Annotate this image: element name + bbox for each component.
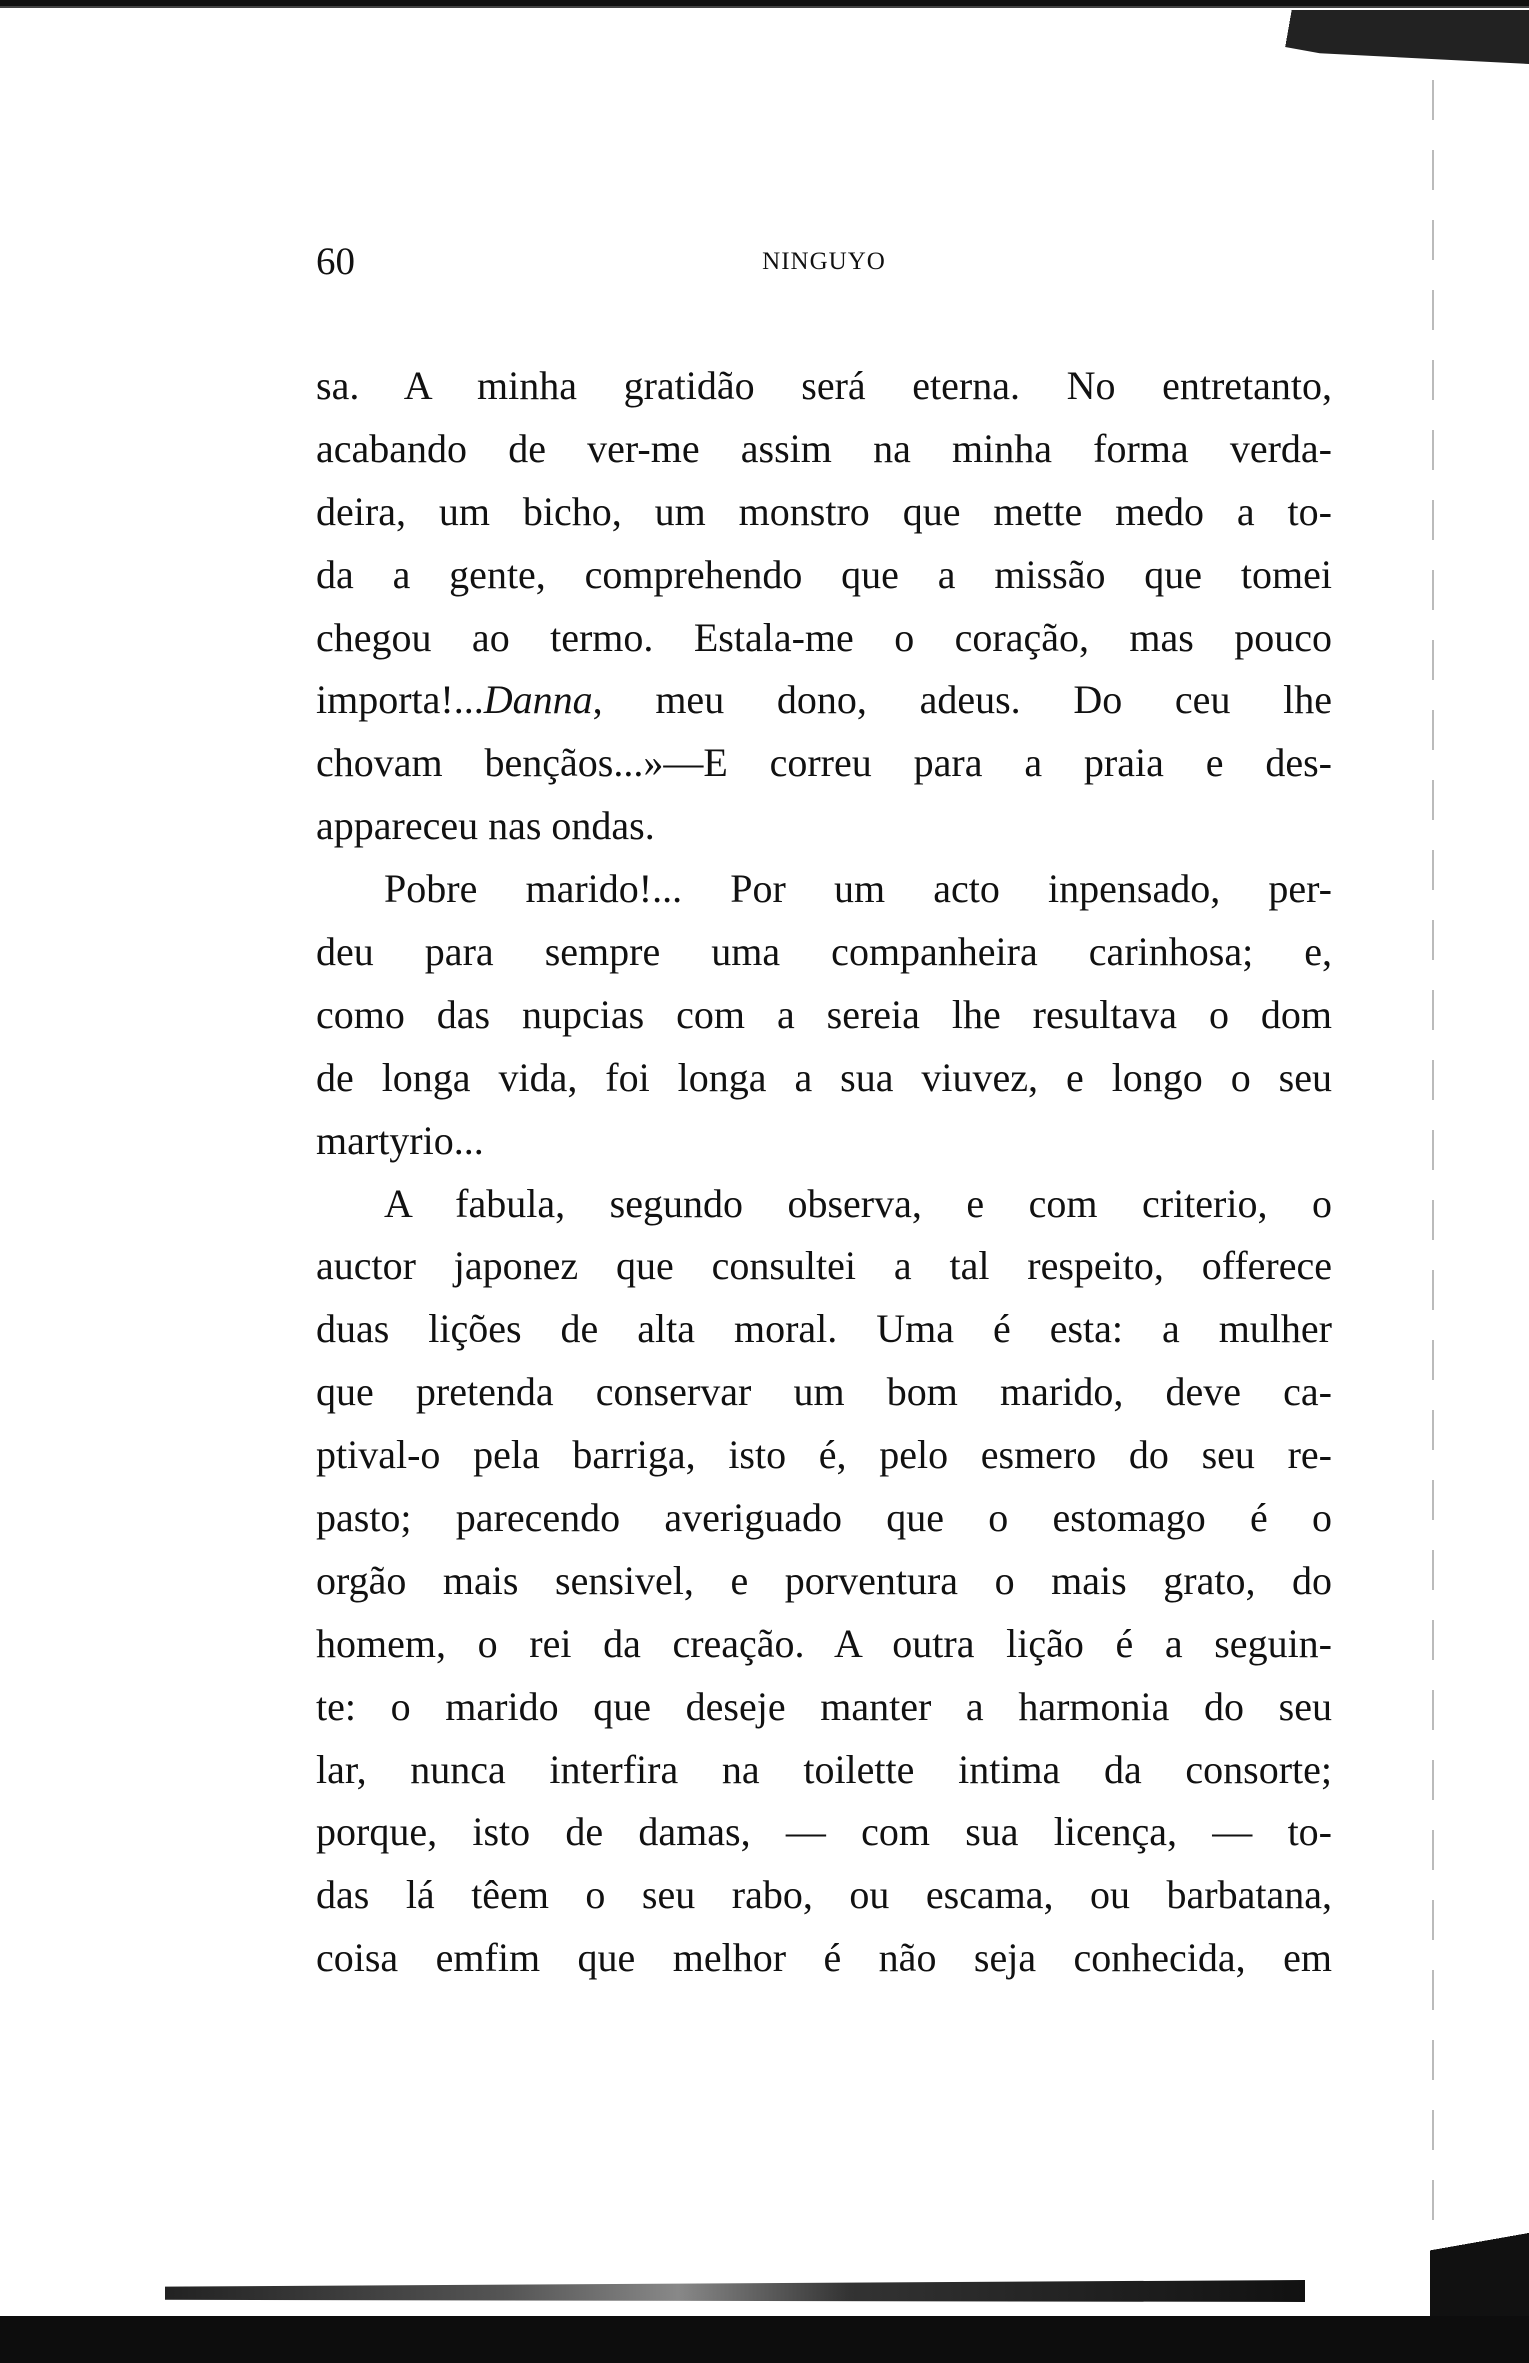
text-line: da a gente, comprehendo que a missão que tomei bbox=[316, 551, 1332, 597]
body-text bbox=[316, 355, 1332, 1990]
text-line: orgão mais sensivel, e porventura o mais grato, do bbox=[316, 1557, 1332, 1603]
text-line-with-italic: importa!...Danna, meu dono, adeus. Do ceu lhe bbox=[316, 677, 1332, 723]
page-number: 60 bbox=[316, 240, 355, 283]
text-line: como das nupcias com a sereia lhe resultava o dom bbox=[316, 991, 1332, 1037]
text-line: lar, nunca interfira na toilette intima da consorte; bbox=[316, 1746, 1332, 1792]
text-line: deira, um bicho, um monstro que mette medo a to- bbox=[316, 488, 1332, 534]
text-line: que pretenda conservar um bom marido, deve ca- bbox=[316, 1369, 1332, 1415]
scan-artifact-bottom-streak bbox=[165, 2280, 1305, 2302]
text-line: deu para sempre uma companheira carinhosa; e, bbox=[316, 929, 1332, 975]
text-line: ptival-o pela barriga, isto é, pelo esmero do seu re- bbox=[316, 1432, 1332, 1478]
text-line: A fabula, segundo observa, e com criterio, o bbox=[384, 1180, 1332, 1226]
scan-edge-bottom bbox=[0, 2316, 1529, 2363]
text-line: homem, o rei da creação. A outra lição é a seguin- bbox=[316, 1620, 1332, 1666]
text-line: appareceu nas ondas. bbox=[316, 803, 655, 849]
scan-artifact-top-right bbox=[1230, 10, 1529, 64]
text-line: duas lições de alta moral. Uma é esta: a mulher bbox=[316, 1306, 1332, 1352]
text-line: porque, isto de damas, — com sua licença, — to- bbox=[316, 1809, 1332, 1855]
text-line: auctor japonez que consultei a tal respeito, offerece bbox=[316, 1243, 1332, 1289]
text-line: chegou ao termo. Estala-me o coração, mas pouco bbox=[316, 614, 1332, 660]
scan-margin-line bbox=[1432, 80, 1434, 2260]
running-title: NINGUYO bbox=[762, 248, 886, 275]
text-line: martyrio... bbox=[316, 1117, 484, 1163]
running-header bbox=[316, 232, 1332, 292]
text-line: chovam bençãos...»—E correu para a praia e des- bbox=[316, 740, 1332, 786]
text-line: das lá têem o seu rabo, ou escama, ou barbatana, bbox=[316, 1872, 1332, 1918]
text-line: pasto; parecendo averiguado que o estomago é o bbox=[316, 1495, 1332, 1541]
italic-name: Danna bbox=[483, 677, 593, 723]
text-line: sa. A minha gratidão será eterna. No entretanto, bbox=[316, 363, 1332, 408]
text-line: acabando de ver-me assim na minha forma verda- bbox=[316, 425, 1332, 471]
scan-artifact-bottom-right bbox=[1430, 2195, 1529, 2316]
text-line: de longa vida, foi longa a sua viuvez, e longo o seu bbox=[316, 1054, 1332, 1100]
text-line: te: o marido que deseje manter a harmonia do seu bbox=[316, 1683, 1332, 1729]
text-line: Pobre marido!... Por um acto inpensado, per- bbox=[384, 866, 1332, 912]
text-line: coisa emfim que melhor é não seja conhecida, em bbox=[316, 1935, 1332, 1981]
